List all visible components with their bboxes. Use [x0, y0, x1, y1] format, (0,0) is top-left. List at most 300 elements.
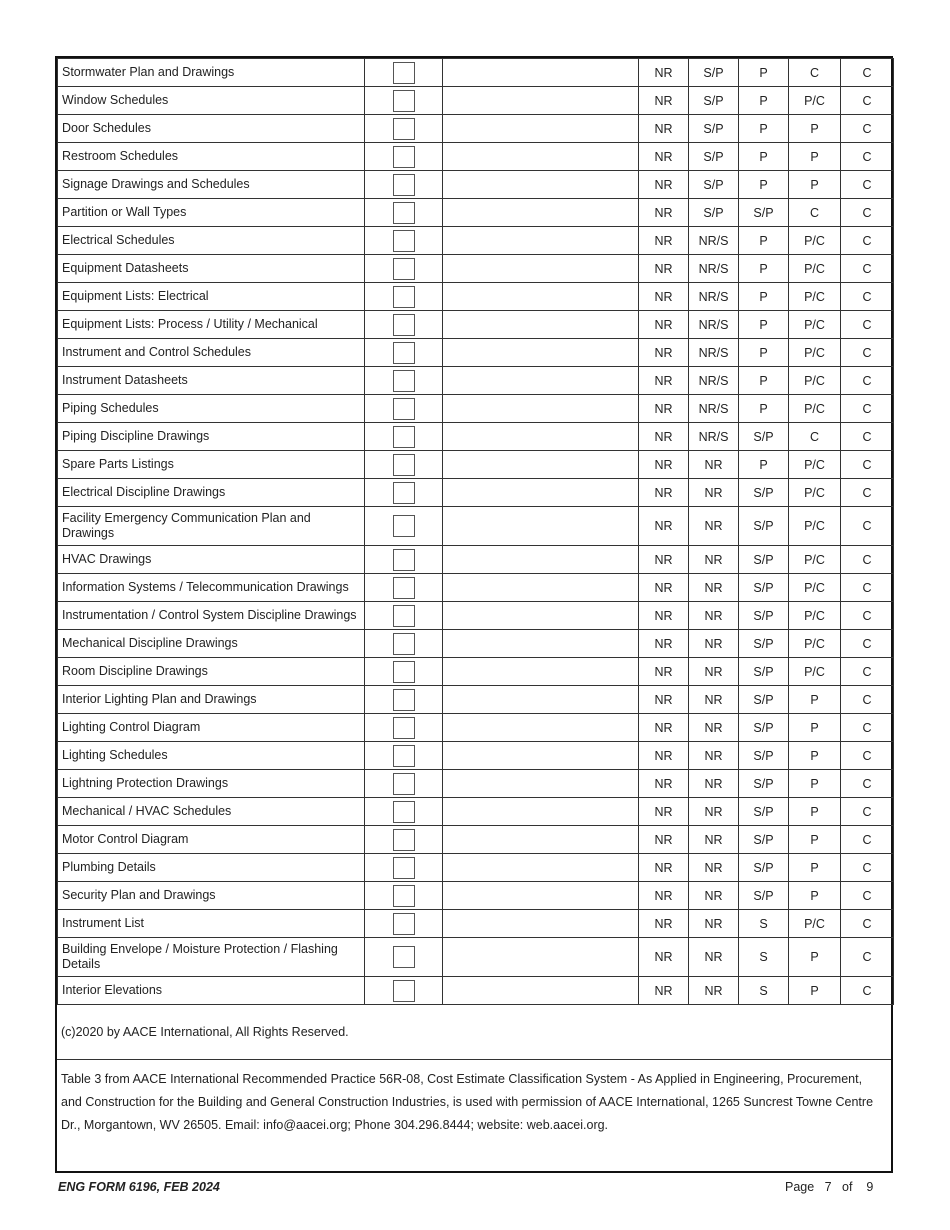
class-4-code: C: [789, 199, 841, 227]
class-1-code: NR: [639, 199, 689, 227]
checkbox-cell: [365, 227, 443, 255]
remarks-cell[interactable]: [443, 507, 639, 546]
deliverable-name: Lighting Control Diagram: [58, 714, 365, 742]
class-1-code: NR: [639, 882, 689, 910]
class-5-code: C: [841, 255, 894, 283]
class-3-code: P: [739, 255, 789, 283]
remarks-cell[interactable]: [443, 714, 639, 742]
class-5-code: C: [841, 546, 894, 574]
class-3-code: P: [739, 227, 789, 255]
remarks-cell[interactable]: [443, 59, 639, 87]
class-1-code: NR: [639, 977, 689, 1005]
class-2-code: NR: [689, 602, 739, 630]
page-indicator: [785, 1180, 873, 1194]
checkbox-cell: [365, 339, 443, 367]
deliverable-name: Instrument Datasheets: [58, 367, 365, 395]
class-4-code: P: [789, 714, 841, 742]
remarks-cell[interactable]: [443, 798, 639, 826]
class-4-code: P/C: [789, 367, 841, 395]
deliverable-name: Equipment Lists: Process / Utility / Mechanical: [58, 311, 365, 339]
checkbox-cell: [365, 630, 443, 658]
class-1-code: NR: [639, 255, 689, 283]
deliverable-checkbox[interactable]: [393, 633, 415, 655]
remarks-cell[interactable]: [443, 602, 639, 630]
class-1-code: NR: [639, 546, 689, 574]
class-5-code: C: [841, 910, 894, 938]
deliverable-checkbox[interactable]: [393, 90, 415, 112]
checkbox-cell: [365, 479, 443, 507]
deliverable-checkbox[interactable]: [393, 946, 415, 968]
table-row: [58, 910, 894, 938]
table-row: [58, 367, 894, 395]
remarks-cell[interactable]: [443, 423, 639, 451]
deliverable-checkbox[interactable]: [393, 314, 415, 336]
checkbox-cell: [365, 546, 443, 574]
class-5-code: C: [841, 977, 894, 1005]
deliverable-checkbox[interactable]: [393, 370, 415, 392]
class-5-code: C: [841, 339, 894, 367]
class-1-code: NR: [639, 658, 689, 686]
remarks-cell[interactable]: [443, 977, 639, 1005]
checkbox-cell: [365, 938, 443, 977]
remarks-cell[interactable]: [443, 283, 639, 311]
class-3-code: S: [739, 910, 789, 938]
table-row: [58, 742, 894, 770]
table-row: [58, 826, 894, 854]
checkbox-cell: [365, 423, 443, 451]
table-row: [58, 311, 894, 339]
class-5-code: C: [841, 658, 894, 686]
class-2-code: NR: [689, 977, 739, 1005]
deliverable-checkbox[interactable]: [393, 202, 415, 224]
deliverable-checkbox[interactable]: [393, 549, 415, 571]
remarks-cell[interactable]: [443, 686, 639, 714]
deliverable-name: Signage Drawings and Schedules: [58, 171, 365, 199]
class-5-code: C: [841, 798, 894, 826]
class-1-code: NR: [639, 770, 689, 798]
deliverable-checkbox[interactable]: [393, 398, 415, 420]
class-3-code: S/P: [739, 507, 789, 546]
class-4-code: P/C: [789, 311, 841, 339]
checkbox-cell: [365, 574, 443, 602]
class-1-code: NR: [639, 311, 689, 339]
class-2-code: NR: [689, 574, 739, 602]
class-3-code: S/P: [739, 854, 789, 882]
checkbox-cell: [365, 770, 443, 798]
deliverable-checkbox[interactable]: [393, 745, 415, 767]
class-2-code: S/P: [689, 115, 739, 143]
class-5-code: C: [841, 451, 894, 479]
class-2-code: NR: [689, 686, 739, 714]
deliverable-checkbox[interactable]: [393, 980, 415, 1002]
table-row: [58, 686, 894, 714]
remarks-cell[interactable]: [443, 938, 639, 977]
table-row: [58, 143, 894, 171]
class-5-code: C: [841, 479, 894, 507]
deliverable-checkbox[interactable]: [393, 258, 415, 280]
form-frame: [55, 56, 893, 1173]
class-5-code: C: [841, 882, 894, 910]
class-5-code: C: [841, 171, 894, 199]
class-4-code: P: [789, 882, 841, 910]
class-2-code: NR/S: [689, 311, 739, 339]
checkbox-cell: [365, 602, 443, 630]
deliverable-checkbox[interactable]: [393, 577, 415, 599]
remarks-cell[interactable]: [443, 367, 639, 395]
class-4-code: P/C: [789, 227, 841, 255]
class-2-code: S/P: [689, 171, 739, 199]
class-2-code: NR: [689, 507, 739, 546]
class-3-code: P: [739, 367, 789, 395]
class-4-code: P: [789, 770, 841, 798]
class-3-code: S: [739, 938, 789, 977]
remarks-cell[interactable]: [443, 658, 639, 686]
checkbox-cell: [365, 171, 443, 199]
class-1-code: NR: [639, 227, 689, 255]
class-4-code: P/C: [789, 395, 841, 423]
table-row: [58, 227, 894, 255]
table-row: [58, 658, 894, 686]
class-1-code: NR: [639, 686, 689, 714]
checkbox-cell: [365, 882, 443, 910]
class-1-code: NR: [639, 602, 689, 630]
class-1-code: NR: [639, 938, 689, 977]
remarks-cell[interactable]: [443, 339, 639, 367]
class-4-code: P: [789, 938, 841, 977]
table-row: [58, 602, 894, 630]
copyright-text: (c)2020 by AACE International, All Rights Reserved.: [57, 1005, 891, 1060]
class-2-code: NR: [689, 630, 739, 658]
deliverable-name: Instrument List: [58, 910, 365, 938]
class-3-code: S/P: [739, 546, 789, 574]
deliverable-name: Mechanical Discipline Drawings: [58, 630, 365, 658]
class-3-code: S/P: [739, 658, 789, 686]
class-5-code: C: [841, 115, 894, 143]
checkbox-cell: [365, 199, 443, 227]
deliverable-checkbox[interactable]: [393, 885, 415, 907]
deliverable-checkbox[interactable]: [393, 62, 415, 84]
class-3-code: P: [739, 171, 789, 199]
class-3-code: P: [739, 59, 789, 87]
checkbox-cell: [365, 395, 443, 423]
deliverable-checkbox[interactable]: [393, 773, 415, 795]
remarks-cell[interactable]: [443, 910, 639, 938]
class-5-code: C: [841, 714, 894, 742]
deliverable-checkbox[interactable]: [393, 717, 415, 739]
deliverable-name: HVAC Drawings: [58, 546, 365, 574]
class-1-code: NR: [639, 574, 689, 602]
class-2-code: NR: [689, 546, 739, 574]
class-3-code: S/P: [739, 630, 789, 658]
deliverable-checkbox[interactable]: [393, 605, 415, 627]
class-4-code: P/C: [789, 451, 841, 479]
remarks-cell[interactable]: [443, 171, 639, 199]
class-5-code: C: [841, 311, 894, 339]
class-1-code: NR: [639, 423, 689, 451]
remarks-cell[interactable]: [443, 115, 639, 143]
remarks-cell[interactable]: [443, 395, 639, 423]
class-1-code: NR: [639, 115, 689, 143]
class-5-code: C: [841, 283, 894, 311]
checkbox-cell: [365, 826, 443, 854]
class-1-code: NR: [639, 395, 689, 423]
of-label: of: [842, 1180, 853, 1194]
class-1-code: NR: [639, 854, 689, 882]
class-5-code: C: [841, 59, 894, 87]
table-row: [58, 882, 894, 910]
class-3-code: S/P: [739, 199, 789, 227]
class-4-code: P/C: [789, 479, 841, 507]
remarks-cell[interactable]: [443, 742, 639, 770]
class-2-code: NR/S: [689, 339, 739, 367]
class-4-code: P/C: [789, 602, 841, 630]
checkbox-cell: [365, 283, 443, 311]
table-row: [58, 546, 894, 574]
deliverable-name: Room Discipline Drawings: [58, 658, 365, 686]
class-3-code: P: [739, 283, 789, 311]
deliverable-checkbox[interactable]: [393, 118, 415, 140]
class-4-code: P: [789, 798, 841, 826]
checkbox-cell: [365, 910, 443, 938]
remarks-cell[interactable]: [443, 479, 639, 507]
class-3-code: S/P: [739, 479, 789, 507]
table-row: [58, 938, 894, 977]
class-4-code: P: [789, 854, 841, 882]
table-row: [58, 199, 894, 227]
class-5-code: C: [841, 574, 894, 602]
deliverable-checkbox[interactable]: [393, 146, 415, 168]
table-row: [58, 59, 894, 87]
deliverable-name: Instrumentation / Control System Discipline Drawings: [58, 602, 365, 630]
class-1-code: NR: [639, 143, 689, 171]
table-row: [58, 630, 894, 658]
class-1-code: NR: [639, 171, 689, 199]
remarks-cell[interactable]: [443, 143, 639, 171]
remarks-cell[interactable]: [443, 227, 639, 255]
deliverable-name: Equipment Datasheets: [58, 255, 365, 283]
class-1-code: NR: [639, 714, 689, 742]
table-row: [58, 87, 894, 115]
class-2-code: NR/S: [689, 283, 739, 311]
class-5-code: C: [841, 507, 894, 546]
class-2-code: S/P: [689, 143, 739, 171]
checkbox-cell: [365, 87, 443, 115]
class-3-code: S/P: [739, 742, 789, 770]
table-row: [58, 479, 894, 507]
remarks-cell[interactable]: [443, 770, 639, 798]
class-4-code: C: [789, 423, 841, 451]
deliverable-checkbox[interactable]: [393, 174, 415, 196]
class-1-code: NR: [639, 798, 689, 826]
class-4-code: P/C: [789, 87, 841, 115]
table-row: [58, 115, 894, 143]
class-1-code: NR: [639, 451, 689, 479]
class-4-code: C: [789, 59, 841, 87]
permission-note: Table 3 from AACE International Recommended Practice 56R-08, Cost Estimate Classification System - As Applied in Engineering, Procurement, and Construction for the Building and General Construction Industries, is used with permission of AACE International, 1265 Suncrest Towne Centre Dr., Morgantown, WV 26505. Email: info@aacei.org; Phone 304.296.8444; website: web.aacei.org.: [61, 1072, 874, 1132]
class-5-code: C: [841, 630, 894, 658]
class-4-code: P: [789, 171, 841, 199]
class-2-code: NR: [689, 451, 739, 479]
deliverable-name: Lightning Protection Drawings: [58, 770, 365, 798]
checkbox-cell: [365, 658, 443, 686]
deliverable-name: Spare Parts Listings: [58, 451, 365, 479]
deliverable-checkbox[interactable]: [393, 454, 415, 476]
checkbox-cell: [365, 59, 443, 87]
class-3-code: P: [739, 339, 789, 367]
class-1-code: NR: [639, 339, 689, 367]
checkbox-cell: [365, 854, 443, 882]
class-2-code: NR/S: [689, 423, 739, 451]
class-1-code: NR: [639, 59, 689, 87]
class-5-code: C: [841, 423, 894, 451]
class-5-code: C: [841, 87, 894, 115]
deliverable-checkbox[interactable]: [393, 661, 415, 683]
deliverable-checkbox[interactable]: [393, 689, 415, 711]
class-4-code: P/C: [789, 339, 841, 367]
checkbox-cell: [365, 714, 443, 742]
deliverable-name: Building Envelope / Moisture Protection / Flashing Details: [58, 938, 365, 977]
class-3-code: S/P: [739, 826, 789, 854]
deliverable-checkbox[interactable]: [393, 426, 415, 448]
deliverable-name: Restroom Schedules: [58, 143, 365, 171]
class-2-code: NR: [689, 714, 739, 742]
table-row: [58, 714, 894, 742]
class-5-code: C: [841, 742, 894, 770]
class-4-code: P/C: [789, 283, 841, 311]
class-1-code: NR: [639, 283, 689, 311]
page-label: Page: [785, 1180, 815, 1194]
class-1-code: NR: [639, 910, 689, 938]
class-2-code: S/P: [689, 199, 739, 227]
class-2-code: NR/S: [689, 367, 739, 395]
class-4-code: P: [789, 143, 841, 171]
checkbox-cell: [365, 451, 443, 479]
deliverable-name: Plumbing Details: [58, 854, 365, 882]
class-3-code: P: [739, 395, 789, 423]
class-3-code: S/P: [739, 574, 789, 602]
remarks-cell[interactable]: [443, 255, 639, 283]
deliverable-name: Mechanical / HVAC Schedules: [58, 798, 365, 826]
class-2-code: NR: [689, 938, 739, 977]
table-row: [58, 423, 894, 451]
remarks-cell[interactable]: [443, 574, 639, 602]
table-row: [58, 854, 894, 882]
deliverable-checkbox[interactable]: [393, 801, 415, 823]
remarks-cell[interactable]: [443, 87, 639, 115]
class-5-code: C: [841, 826, 894, 854]
class-4-code: P: [789, 115, 841, 143]
deliverable-checkbox[interactable]: [393, 482, 415, 504]
class-3-code: S: [739, 977, 789, 1005]
table-row: [58, 395, 894, 423]
table-row: [58, 574, 894, 602]
class-2-code: NR: [689, 826, 739, 854]
checkbox-cell: [365, 507, 443, 546]
remarks-cell[interactable]: [443, 199, 639, 227]
class-5-code: C: [841, 854, 894, 882]
class-1-code: NR: [639, 742, 689, 770]
checkbox-cell: [365, 686, 443, 714]
class-1-code: NR: [639, 507, 689, 546]
deliverable-name: Electrical Schedules: [58, 227, 365, 255]
checkbox-cell: [365, 255, 443, 283]
class-2-code: NR: [689, 658, 739, 686]
remarks-cell[interactable]: [443, 826, 639, 854]
checkbox-cell: [365, 115, 443, 143]
deliverable-checkbox[interactable]: [393, 913, 415, 935]
class-4-code: P: [789, 977, 841, 1005]
remarks-cell[interactable]: [443, 546, 639, 574]
remarks-cell[interactable]: [443, 311, 639, 339]
class-5-code: C: [841, 395, 894, 423]
table-row: [58, 507, 894, 546]
deliverable-checkbox[interactable]: [393, 342, 415, 364]
class-2-code: NR: [689, 742, 739, 770]
table-row: [58, 255, 894, 283]
class-2-code: NR: [689, 479, 739, 507]
class-5-code: C: [841, 602, 894, 630]
deliverable-name: Interior Elevations: [58, 977, 365, 1005]
class-4-code: P/C: [789, 910, 841, 938]
class-3-code: S/P: [739, 770, 789, 798]
class-2-code: S/P: [689, 87, 739, 115]
class-2-code: NR/S: [689, 255, 739, 283]
table-row: [58, 451, 894, 479]
deliverable-checkbox[interactable]: [393, 857, 415, 879]
class-3-code: P: [739, 311, 789, 339]
class-5-code: C: [841, 143, 894, 171]
checkbox-cell: [365, 798, 443, 826]
deliverable-checkbox[interactable]: [393, 829, 415, 851]
class-4-code: P: [789, 686, 841, 714]
deliverable-name: Facility Emergency Communication Plan and Drawings: [58, 507, 365, 546]
remarks-cell[interactable]: [443, 630, 639, 658]
deliverable-name: Window Schedules: [58, 87, 365, 115]
remarks-cell[interactable]: [443, 882, 639, 910]
class-3-code: S/P: [739, 423, 789, 451]
class-5-code: C: [841, 199, 894, 227]
deliverable-checkbox[interactable]: [393, 515, 415, 537]
class-3-code: S/P: [739, 714, 789, 742]
remarks-cell[interactable]: [443, 854, 639, 882]
class-3-code: S/P: [739, 882, 789, 910]
class-5-code: C: [841, 227, 894, 255]
deliverable-name: Security Plan and Drawings: [58, 882, 365, 910]
class-2-code: NR: [689, 798, 739, 826]
deliverable-checkbox[interactable]: [393, 286, 415, 308]
deliverable-checkbox[interactable]: [393, 230, 415, 252]
deliverable-name: Piping Discipline Drawings: [58, 423, 365, 451]
class-3-code: P: [739, 115, 789, 143]
deliverable-name: Information Systems / Telecommunication Drawings: [58, 574, 365, 602]
deliverable-name: Instrument and Control Schedules: [58, 339, 365, 367]
deliverable-name: Equipment Lists: Electrical: [58, 283, 365, 311]
class-2-code: NR: [689, 910, 739, 938]
class-2-code: NR/S: [689, 395, 739, 423]
page-total: 9: [866, 1180, 874, 1194]
table-row: [58, 283, 894, 311]
table-row: [58, 798, 894, 826]
class-5-code: C: [841, 770, 894, 798]
class-3-code: S/P: [739, 602, 789, 630]
class-4-code: P/C: [789, 574, 841, 602]
table-row: [58, 977, 894, 1005]
class-1-code: NR: [639, 479, 689, 507]
table-row: [58, 770, 894, 798]
class-3-code: S/P: [739, 686, 789, 714]
class-5-code: C: [841, 367, 894, 395]
remarks-cell[interactable]: [443, 451, 639, 479]
